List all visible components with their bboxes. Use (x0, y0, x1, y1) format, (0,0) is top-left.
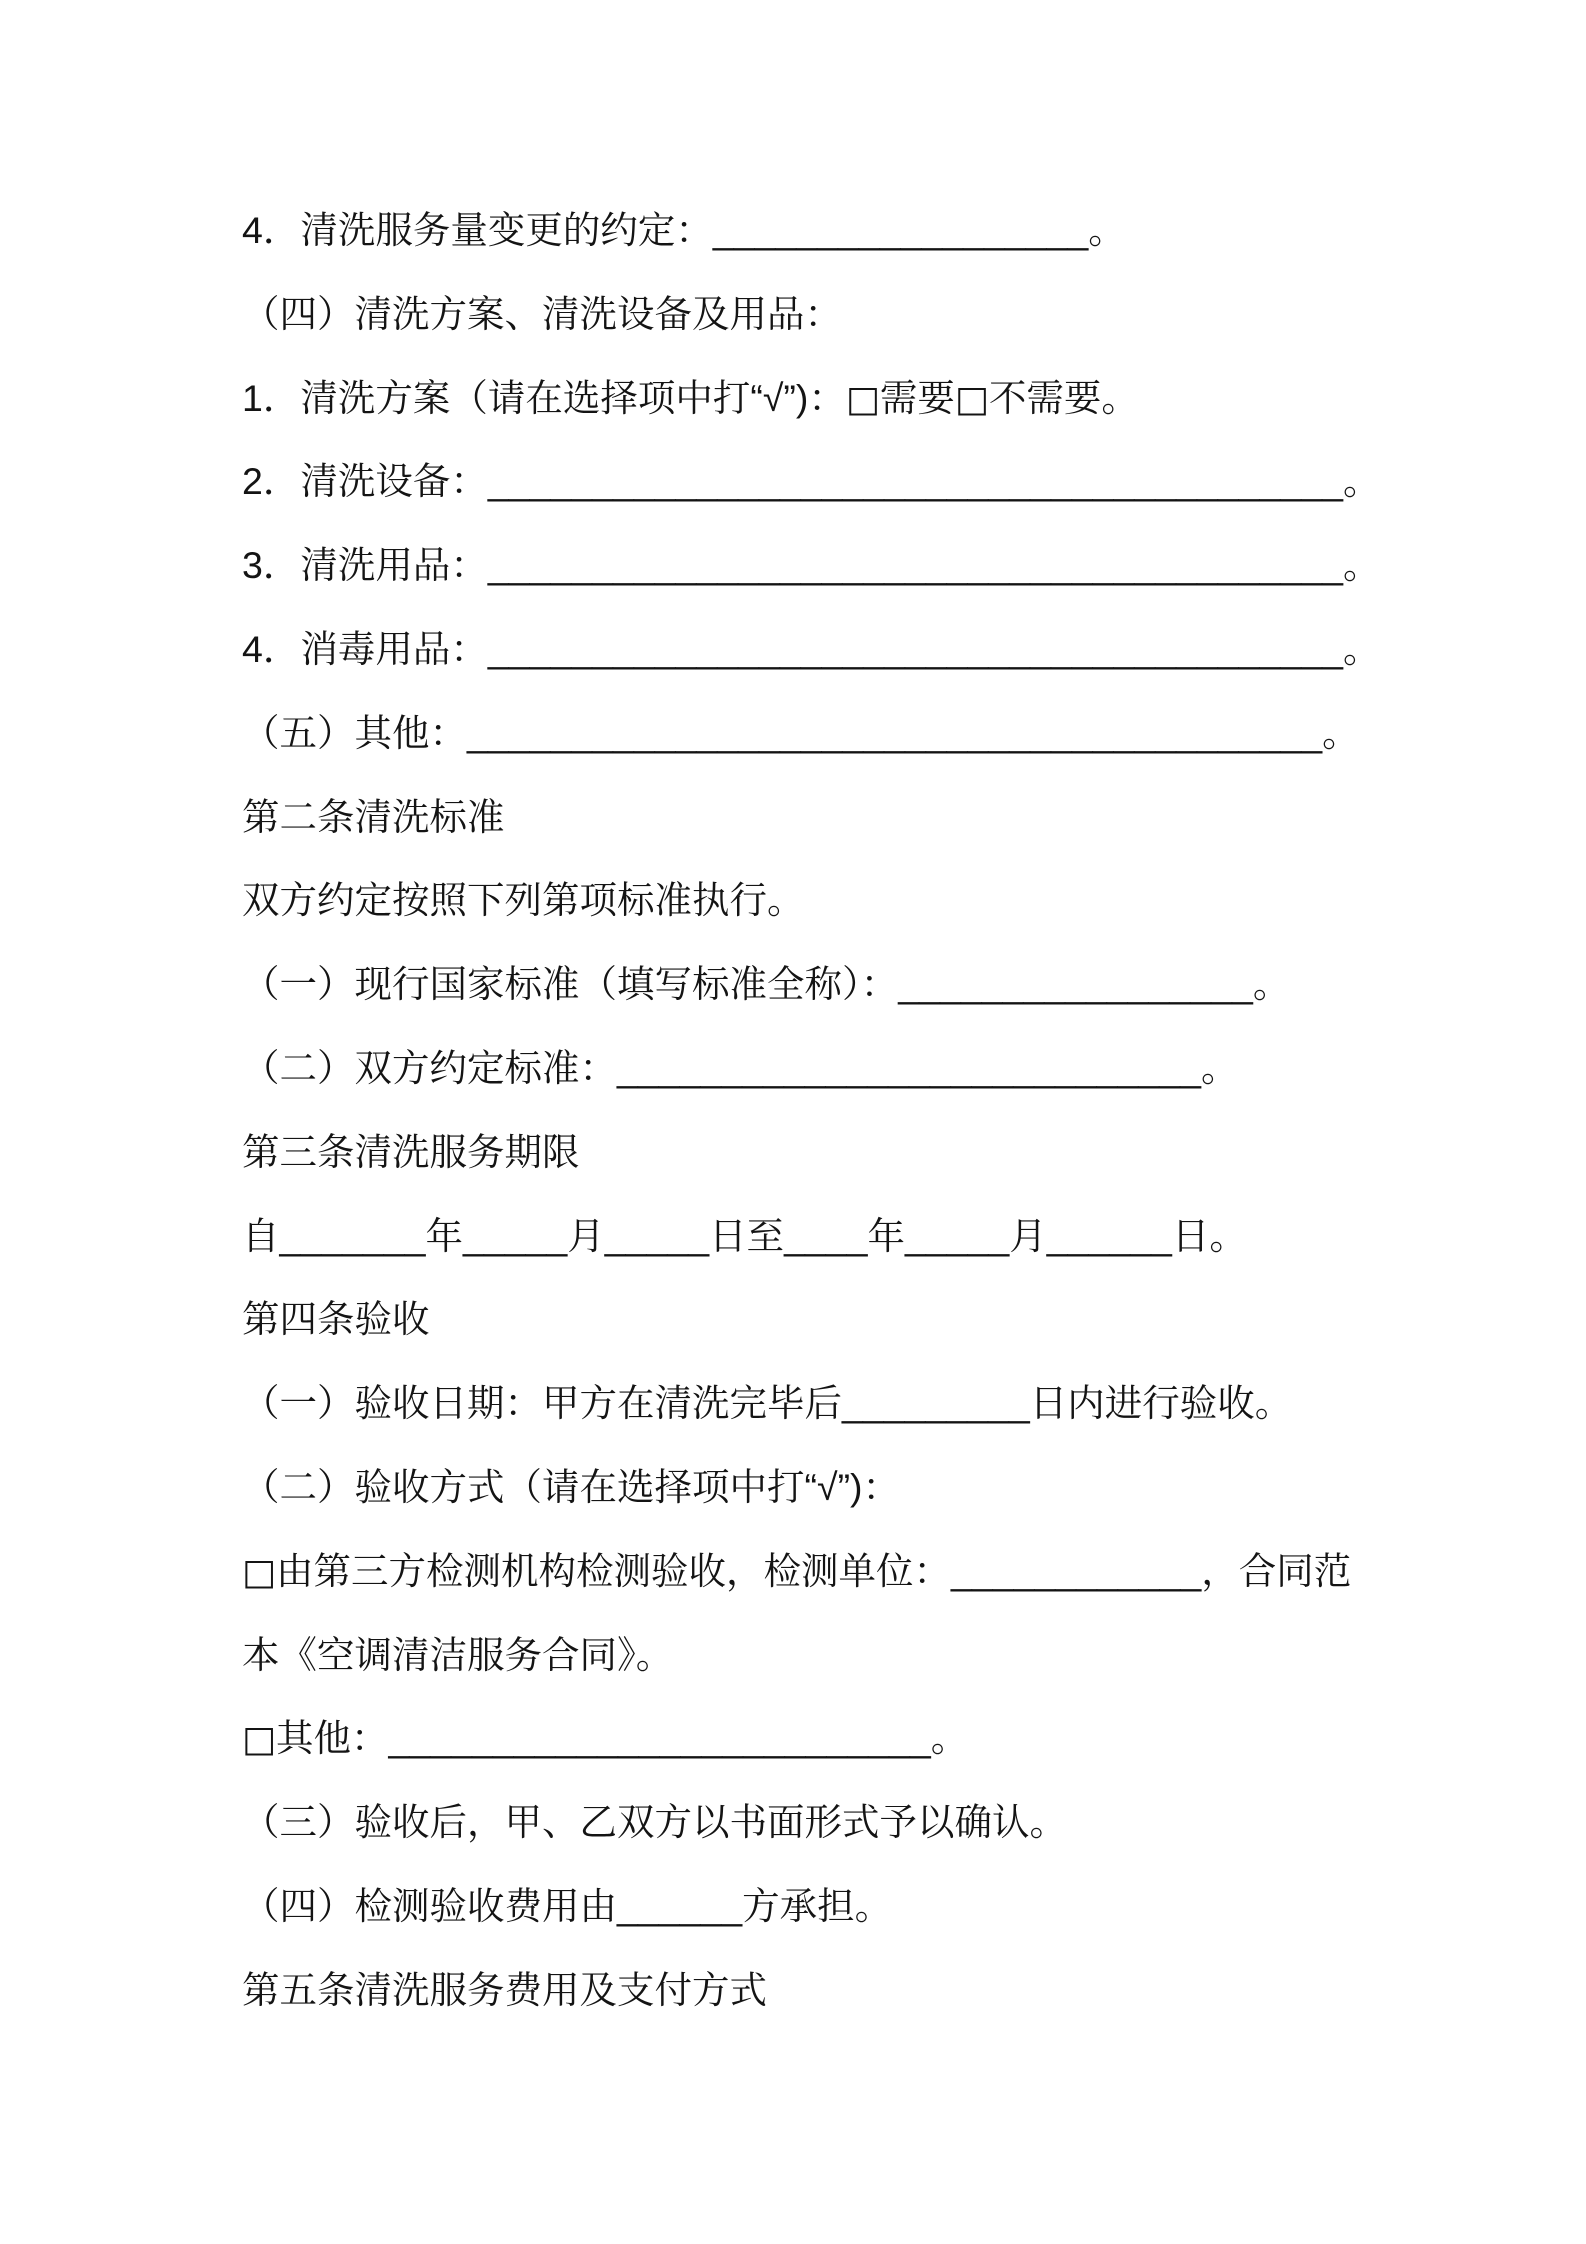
fill-in-blank: _________________________________________ (487, 544, 1343, 587)
fill-in-blank: _________________________________________ (467, 711, 1323, 754)
line-text: 3．清洗用品： (242, 544, 488, 587)
start-year-blank: _______ (279, 1214, 426, 1257)
other-acceptance-option (242, 1697, 1436, 1781)
other-terms-item (242, 692, 1436, 776)
line-text: 。 (1322, 711, 1360, 754)
line-text: 。 (930, 1717, 969, 1760)
line-text: 日至 (709, 1214, 785, 1257)
fill-in-blank: ____________________________ (617, 1046, 1201, 1089)
line-text: 日。 (1171, 1214, 1247, 1257)
end-month-blank: _____ (905, 1214, 1010, 1257)
acceptance-confirmation-item (242, 1781, 1436, 1865)
line-text: 年 (425, 1214, 463, 1257)
line-text: 1．清洗方案（请在选择项中打“√”)： (242, 376, 846, 419)
start-day-blank: _____ (604, 1214, 710, 1257)
checkbox-icon: □ (954, 378, 989, 420)
article-4-heading (242, 1278, 1436, 1362)
agreed-standard-item (242, 1027, 1436, 1111)
line-text: （四）清洗方案、清洗设备及用品： (242, 292, 842, 335)
line-text: （二）双方约定标准： (242, 1046, 617, 1089)
line-text: 第三条清洗服务期限 (242, 1130, 580, 1173)
third-party-inspection-continued (242, 1614, 1436, 1698)
line-text: 。 (1252, 963, 1291, 1006)
line-text: 日内进行验收。 (1029, 1382, 1293, 1425)
checkbox-icon: □ (242, 1551, 277, 1593)
acceptance-method-item (242, 1446, 1436, 1530)
cleaning-equipment-item (242, 440, 1436, 524)
line-text: 其他： (276, 1717, 389, 1760)
line-text: （四）检测验收费用由 (242, 1884, 617, 1927)
article-5-heading (242, 1949, 1436, 2033)
disinfection-supplies-item (242, 608, 1436, 692)
checkbox-icon: □ (845, 378, 880, 420)
line-text: （三）验收后，甲、乙双方以书面形式予以确认。 (242, 1801, 1067, 1844)
option-not-needed-label: 不需要。 (988, 376, 1139, 419)
line-text: 。 (1200, 1046, 1239, 1089)
cleaning-plan-choice (242, 357, 1436, 441)
fill-in-blank: _________________________________________ (487, 627, 1343, 670)
line-text: （一）现行国家标准（填写标准全称）： (242, 963, 899, 1006)
line-text: 本《空调清洁服务合同》。 (242, 1633, 674, 1676)
line-text: 月 (567, 1214, 605, 1257)
line-text: ，合同范 (1201, 1549, 1352, 1592)
volume-change-item (242, 189, 1436, 273)
fill-in-blank: __________________________ (388, 1717, 931, 1760)
standards-intro (242, 859, 1436, 943)
line-text: 。 (1342, 460, 1381, 503)
line-text: 第二条清洗标准 (242, 795, 505, 838)
service-period-dates (242, 1195, 1436, 1279)
line-text: 。 (1342, 627, 1381, 670)
end-day-blank: ______ (1046, 1214, 1172, 1257)
cleaning-supplies-item (242, 524, 1436, 608)
line-text: 自 (242, 1214, 280, 1257)
fill-in-blank: _________________ (898, 963, 1253, 1006)
acceptance-date-item (242, 1362, 1436, 1446)
fill-in-blank: _________________________________________ (487, 460, 1343, 503)
fill-in-blank: ______ (617, 1884, 743, 1927)
line-text: （五）其他： (242, 711, 467, 754)
checkbox-icon: □ (242, 1719, 277, 1761)
line-text: 4．消毒用品： (242, 627, 488, 670)
article-3-heading (242, 1111, 1436, 1195)
line-text: 2．清洗设备： (242, 460, 488, 503)
fill-in-blank: ____________ (951, 1549, 1202, 1592)
line-text: 双方约定按照下列第项标准执行。 (242, 879, 805, 922)
start-month-blank: _____ (463, 1214, 568, 1257)
line-text: 由第三方检测机构检测验收，检测单位： (276, 1549, 952, 1592)
article-2-heading (242, 776, 1436, 860)
line-text: 4．清洗服务量变更的约定： (242, 209, 713, 251)
line-text: 月 (1009, 1214, 1047, 1257)
line-text: 第四条验收 (242, 1298, 430, 1341)
inspection-fee-item (242, 1865, 1436, 1949)
line-text: 。 (1088, 209, 1126, 251)
line-text: （二）验收方式（请在选择项中打“√”)： (242, 1465, 901, 1508)
line-text: （一）验收日期：甲方在清洗完毕后 (242, 1382, 842, 1425)
fill-in-blank: __________________ (712, 209, 1089, 251)
cleaning-plan-section-heading (242, 273, 1436, 357)
fill-in-blank: _________ (842, 1382, 1030, 1425)
line-text: 年 (867, 1214, 905, 1257)
line-text: 。 (1342, 544, 1381, 587)
national-standard-item (242, 943, 1436, 1027)
third-party-inspection-option (242, 1530, 1436, 1614)
option-needed-label: 需要 (879, 376, 955, 419)
line-text: 第五条清洗服务费用及支付方式 (242, 1968, 767, 2011)
end-year-blank: ____ (784, 1214, 868, 1257)
line-text: 方承担。 (742, 1884, 893, 1927)
